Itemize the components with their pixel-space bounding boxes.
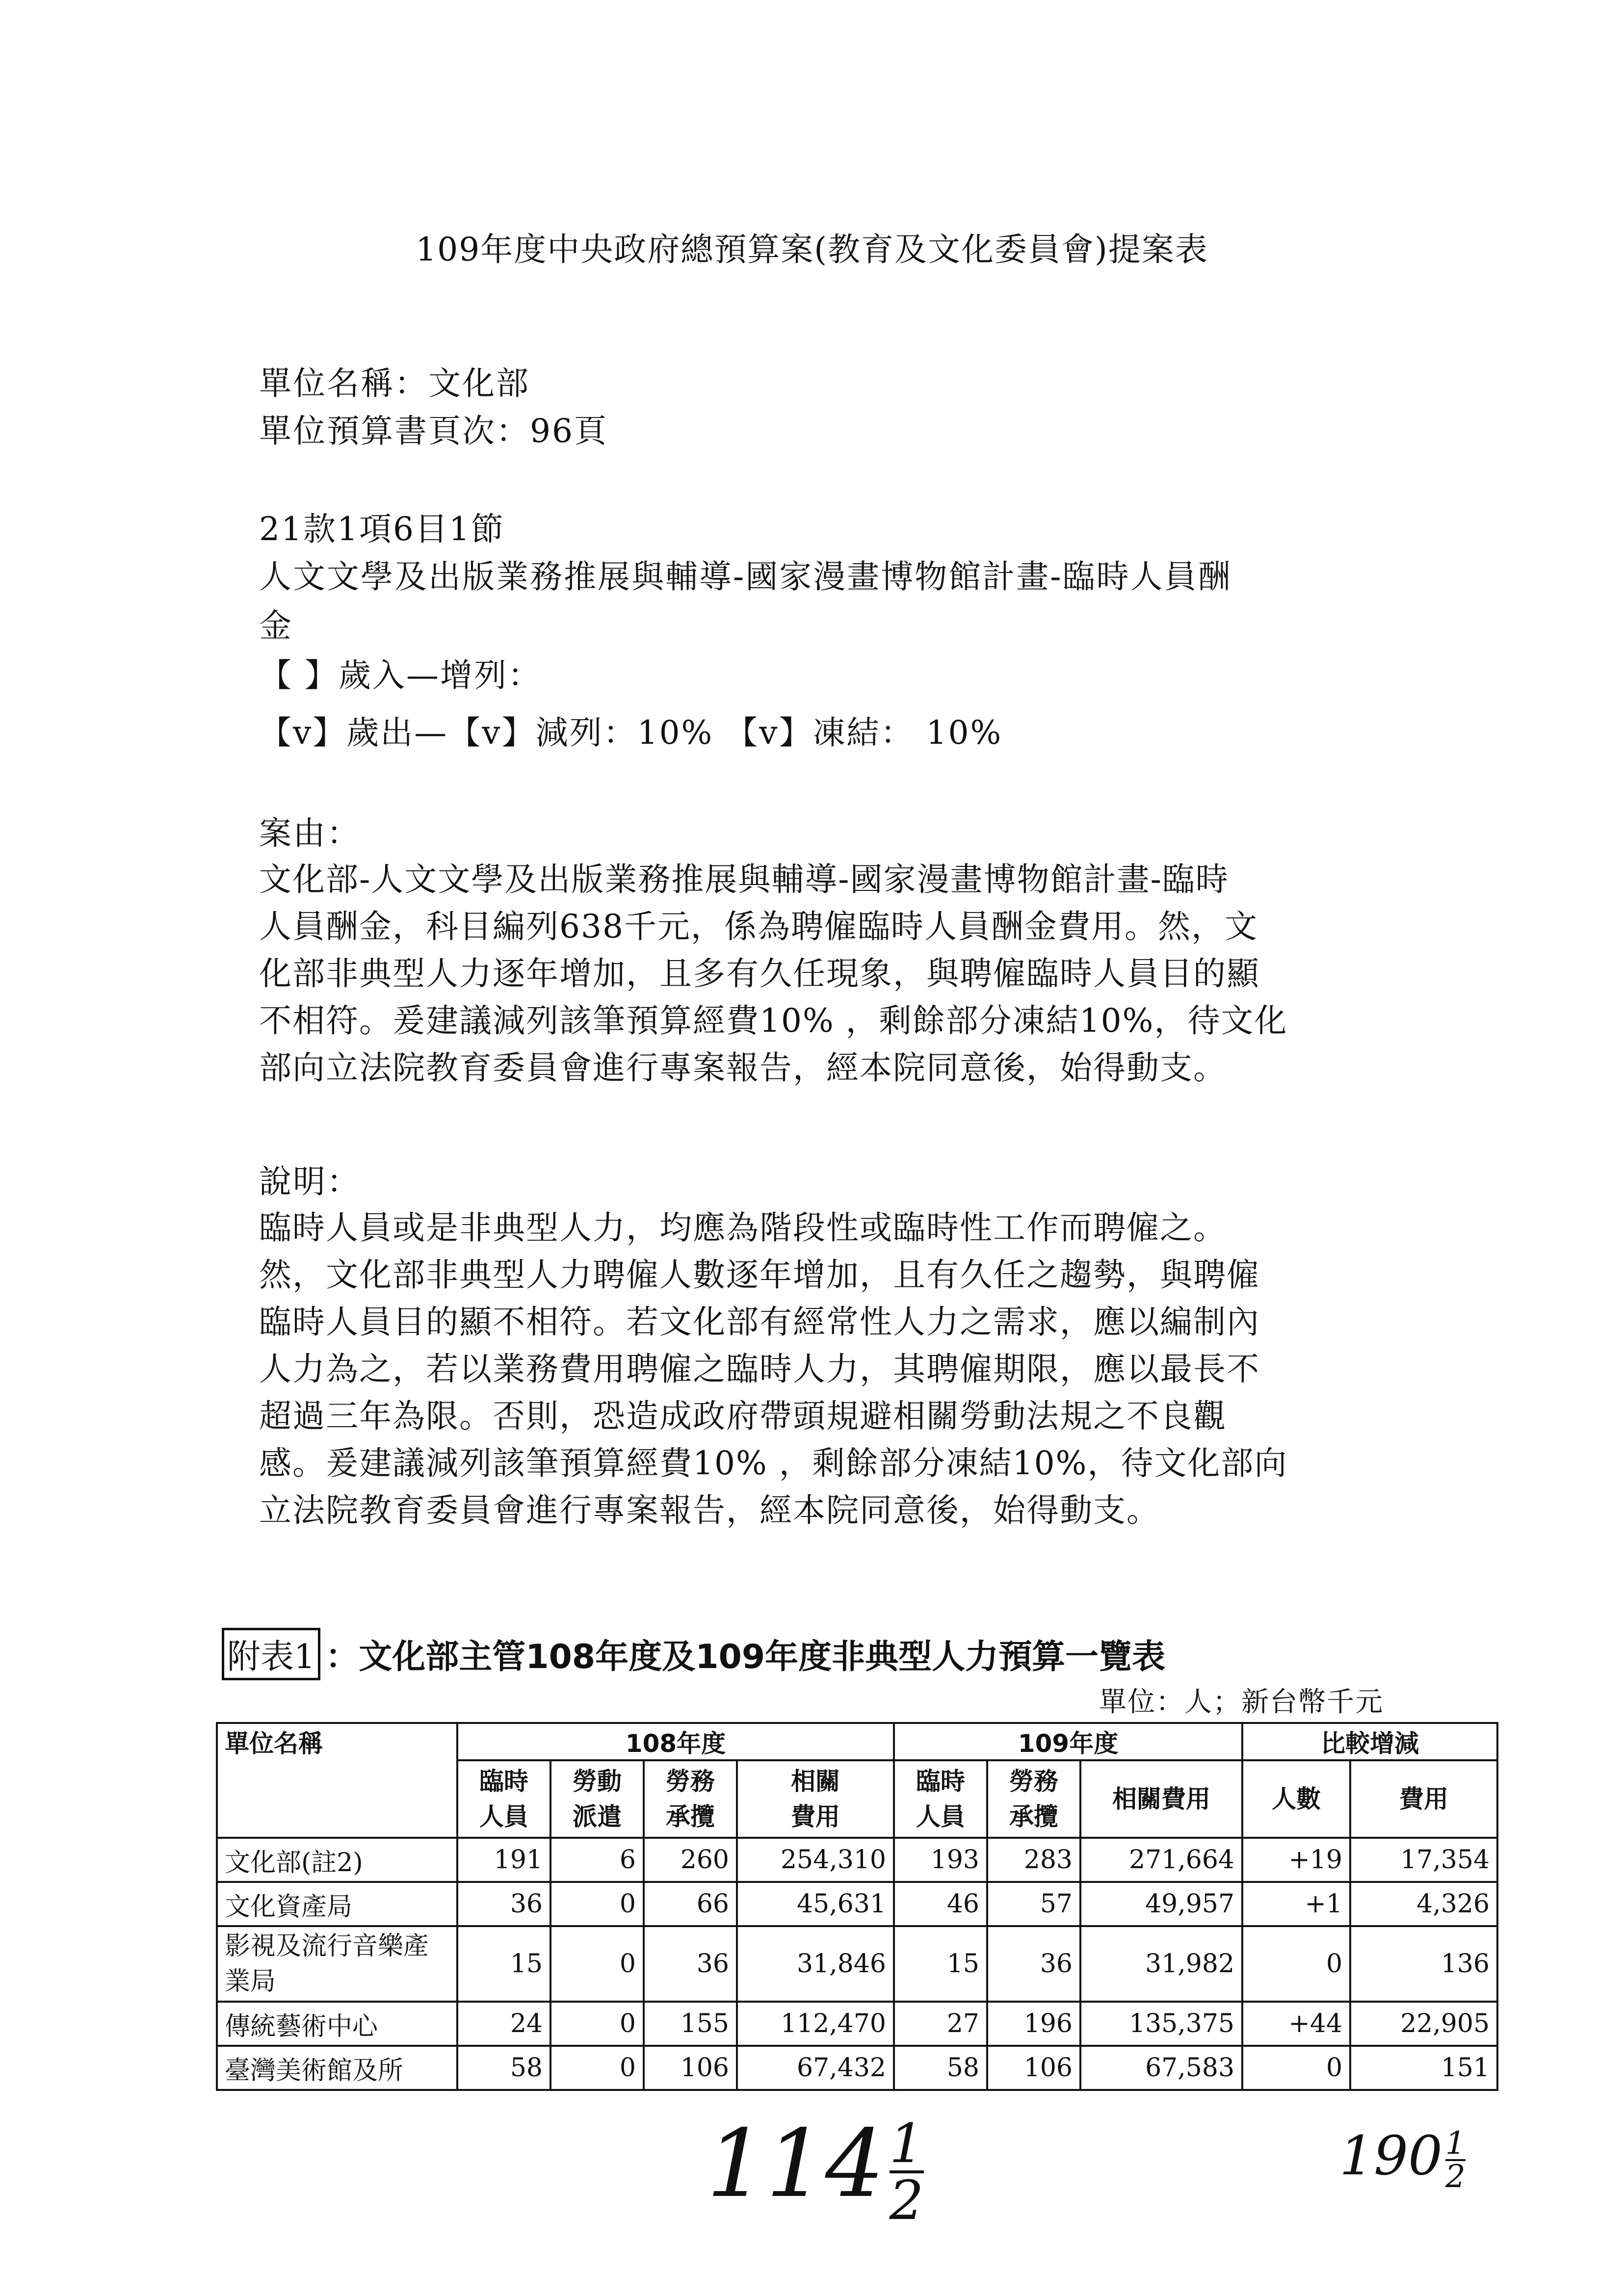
cell-expense-diff: 136 (1350, 1926, 1497, 2002)
cell-dispatch-108: 0 (550, 1882, 644, 1926)
handwritten-fraction: 1 2 (889, 2112, 924, 2232)
cell-headcount-diff: +44 (1242, 2002, 1350, 2046)
document-title: 109年度中央政府總預算案(教育及文化委員會)提案表 (416, 231, 1208, 268)
cell-contract-108: 66 (644, 1882, 737, 1926)
header-year-108: 108年度 (457, 1723, 894, 1760)
explanation-heading: 說明： (259, 1163, 361, 1200)
cell-cost-108: 31,846 (737, 1926, 894, 2002)
cell-contract-109: 57 (987, 1882, 1080, 1926)
cell-expense-diff: 151 (1350, 2046, 1497, 2090)
cell-temp-109: 193 (894, 1838, 987, 1882)
explanation-line: 感。爰建議減列該筆預算經費10% ，剩餘部分凍結10%，待文化部向 (259, 1444, 1288, 1482)
cell-headcount-diff: +1 (1242, 1882, 1350, 1926)
cell-temp-109: 27 (894, 2002, 987, 2046)
cell-dispatch-108: 0 (550, 1926, 644, 2002)
cell-expense-diff: 4,326 (1350, 1882, 1497, 1926)
reason-line: 不相符。爰建議減列該筆預算經費10% ，剩餘部分凍結10%，待文化 (259, 1002, 1288, 1040)
table-row (217, 1926, 1497, 2002)
cell-dispatch-108: 6 (550, 1838, 644, 1882)
handwritten-side-number (1339, 2124, 1466, 2195)
header-unit-name: 單位名稱 (217, 1723, 457, 1838)
cell-contract-108: 260 (644, 1838, 737, 1882)
cell-temp-109: 46 (894, 1882, 987, 1926)
header-temp-staff-109: 臨時 人員 (894, 1760, 987, 1838)
explanation-line: 然，文化部非典型人力聘僱人數逐年增加，且有久任之趨勢，與聘僱 (259, 1256, 1260, 1294)
row-unit-name: 文化部(註2) (217, 1838, 457, 1882)
header-dispatch-108: 勞動 派遣 (550, 1760, 644, 1838)
cell-contract-108: 155 (644, 2002, 737, 2046)
cell-cost-109: 67,583 (1080, 2046, 1242, 2090)
budget-table (216, 1722, 1498, 2091)
table-row (217, 2046, 1497, 2090)
item-code: 21款1項6目1節 (259, 510, 505, 548)
cell-cost-108: 254,310 (737, 1838, 894, 1882)
header-year-109: 109年度 (894, 1723, 1242, 1760)
cell-cost-109: 49,957 (1080, 1882, 1242, 1926)
cell-cost-109: 135,375 (1080, 2002, 1242, 2046)
cell-temp-108: 58 (457, 2046, 550, 2090)
cell-cost-108: 67,432 (737, 2046, 894, 2090)
attachment-label: 附表1 (222, 1628, 320, 1680)
attachment-title (222, 1628, 1165, 1680)
cell-headcount-diff: 0 (1242, 2046, 1350, 2090)
expense-line: 【v】歲出—【v】減列：10% 【v】凍結： 10% (259, 714, 1003, 752)
header-temp-staff-108: 臨時 人員 (457, 1760, 550, 1838)
header-compare: 比較增減 (1242, 1723, 1497, 1760)
cell-cost-108: 45,631 (737, 1882, 894, 1926)
row-unit-name: 臺灣美術館及所 (217, 2046, 457, 2090)
cell-cost-109: 31,982 (1080, 1926, 1242, 2002)
explanation-line: 臨時人員或是非典型人力，均應為階段性或臨時性工作而聘僱之。 (259, 1209, 1227, 1247)
unit-name: 單位名稱：文化部 (259, 365, 530, 402)
header-headcount-diff: 人數 (1242, 1760, 1350, 1838)
table-header-row (217, 1723, 1497, 1760)
explanation-line: 臨時人員目的顯不相符。若文化部有經常性人力之需求，應以編制內 (259, 1303, 1260, 1341)
cell-expense-diff: 22,905 (1350, 2002, 1497, 2046)
cell-temp-109: 15 (894, 1926, 987, 2002)
cell-contract-109: 36 (987, 1926, 1080, 2002)
handwritten-side-fraction: $\frac{1}{2}$ (1445, 2125, 1466, 2195)
header-expense-diff: 費用 (1350, 1760, 1497, 1838)
reason-line: 文化部-人文文學及出版業務推展與輔導-國家漫畫博物館計畫-臨時 (259, 861, 1229, 898)
cell-expense-diff: 17,354 (1350, 1838, 1497, 1882)
cell-temp-108: 24 (457, 2002, 550, 2046)
cell-temp-109: 58 (894, 2046, 987, 2090)
cell-contract-109: 196 (987, 2002, 1080, 2046)
reason-heading: 案由： (259, 814, 361, 852)
reason-line: 化部非典型人力逐年增加，且多有久任現象，與聘僱臨時人員目的顯 (259, 955, 1260, 992)
header-cost-109: 相關費用 (1080, 1760, 1242, 1838)
header-contract-109: 勞務 承攬 (987, 1760, 1080, 1838)
explanation-line: 超過三年為限。否則，恐造成政府帶頭規避相關勞動法規之不良觀 (259, 1397, 1227, 1435)
explanation-line: 人力為之，若以業務費用聘僱之臨時人力，其聘僱期限，應以最長不 (259, 1350, 1260, 1388)
header-cost-108: 相關 費用 (737, 1760, 894, 1838)
cell-temp-108: 15 (457, 1926, 550, 2002)
header-contract-108: 勞務 承攬 (644, 1760, 737, 1838)
explanation-paragraph (259, 1204, 1402, 1534)
item-name-line-1: 人文文學及出版業務推展與輔導-國家漫畫博物館計畫-臨時人員酬 (259, 558, 1232, 596)
cell-contract-108: 36 (644, 1926, 737, 2002)
cell-contract-109: 283 (987, 1838, 1080, 1882)
explanation-line: 立法院教育委員會進行專案報告，經本院同意後，始得動支。 (259, 1491, 1160, 1529)
cell-headcount-diff: 0 (1242, 1926, 1350, 2002)
handwritten-page-number (707, 2110, 924, 2232)
table-row (217, 1882, 1497, 1926)
table-row (217, 2002, 1497, 2046)
item-name-line-2: 金 (259, 607, 293, 645)
cell-temp-108: 191 (457, 1838, 550, 1882)
table-row (217, 1838, 1497, 1882)
attachment-title-text: ：文化部主管108年度及109年度非典型人力預算一覽表 (325, 1638, 1166, 1676)
reason-paragraph (259, 856, 1402, 1092)
cell-dispatch-108: 0 (550, 2002, 644, 2046)
row-unit-name: 文化資產局 (217, 1882, 457, 1926)
cell-dispatch-108: 0 (550, 2046, 644, 2090)
row-unit-name: 傳統藝術中心 (217, 2002, 457, 2046)
reason-line: 人員酬金，科目編列638千元，係為聘僱臨時人員酬金費用。然，文 (259, 908, 1258, 945)
unit-budget-page: 單位預算書頁次：96頁 (259, 412, 608, 450)
cell-headcount-diff: +19 (1242, 1838, 1350, 1882)
cell-cost-109: 271,664 (1080, 1838, 1242, 1882)
handwritten-page-side: 190 (1339, 2124, 1442, 2187)
cell-cost-108: 112,470 (737, 2002, 894, 2046)
cell-contract-109: 106 (987, 2046, 1080, 2090)
reason-line: 部向立法院教育委員會進行專案報告，經本院同意後，始得動支。 (259, 1049, 1227, 1087)
table-unit: 單位：人；新台幣千元 (1099, 1686, 1384, 1718)
revenue-line: 【 】歲入—增列： (259, 656, 542, 694)
cell-temp-108: 36 (457, 1882, 550, 1926)
row-unit-name: 影視及流行音樂產業局 (217, 1926, 457, 2002)
handwritten-page-main: 114 (707, 2110, 885, 2218)
cell-contract-108: 106 (644, 2046, 737, 2090)
